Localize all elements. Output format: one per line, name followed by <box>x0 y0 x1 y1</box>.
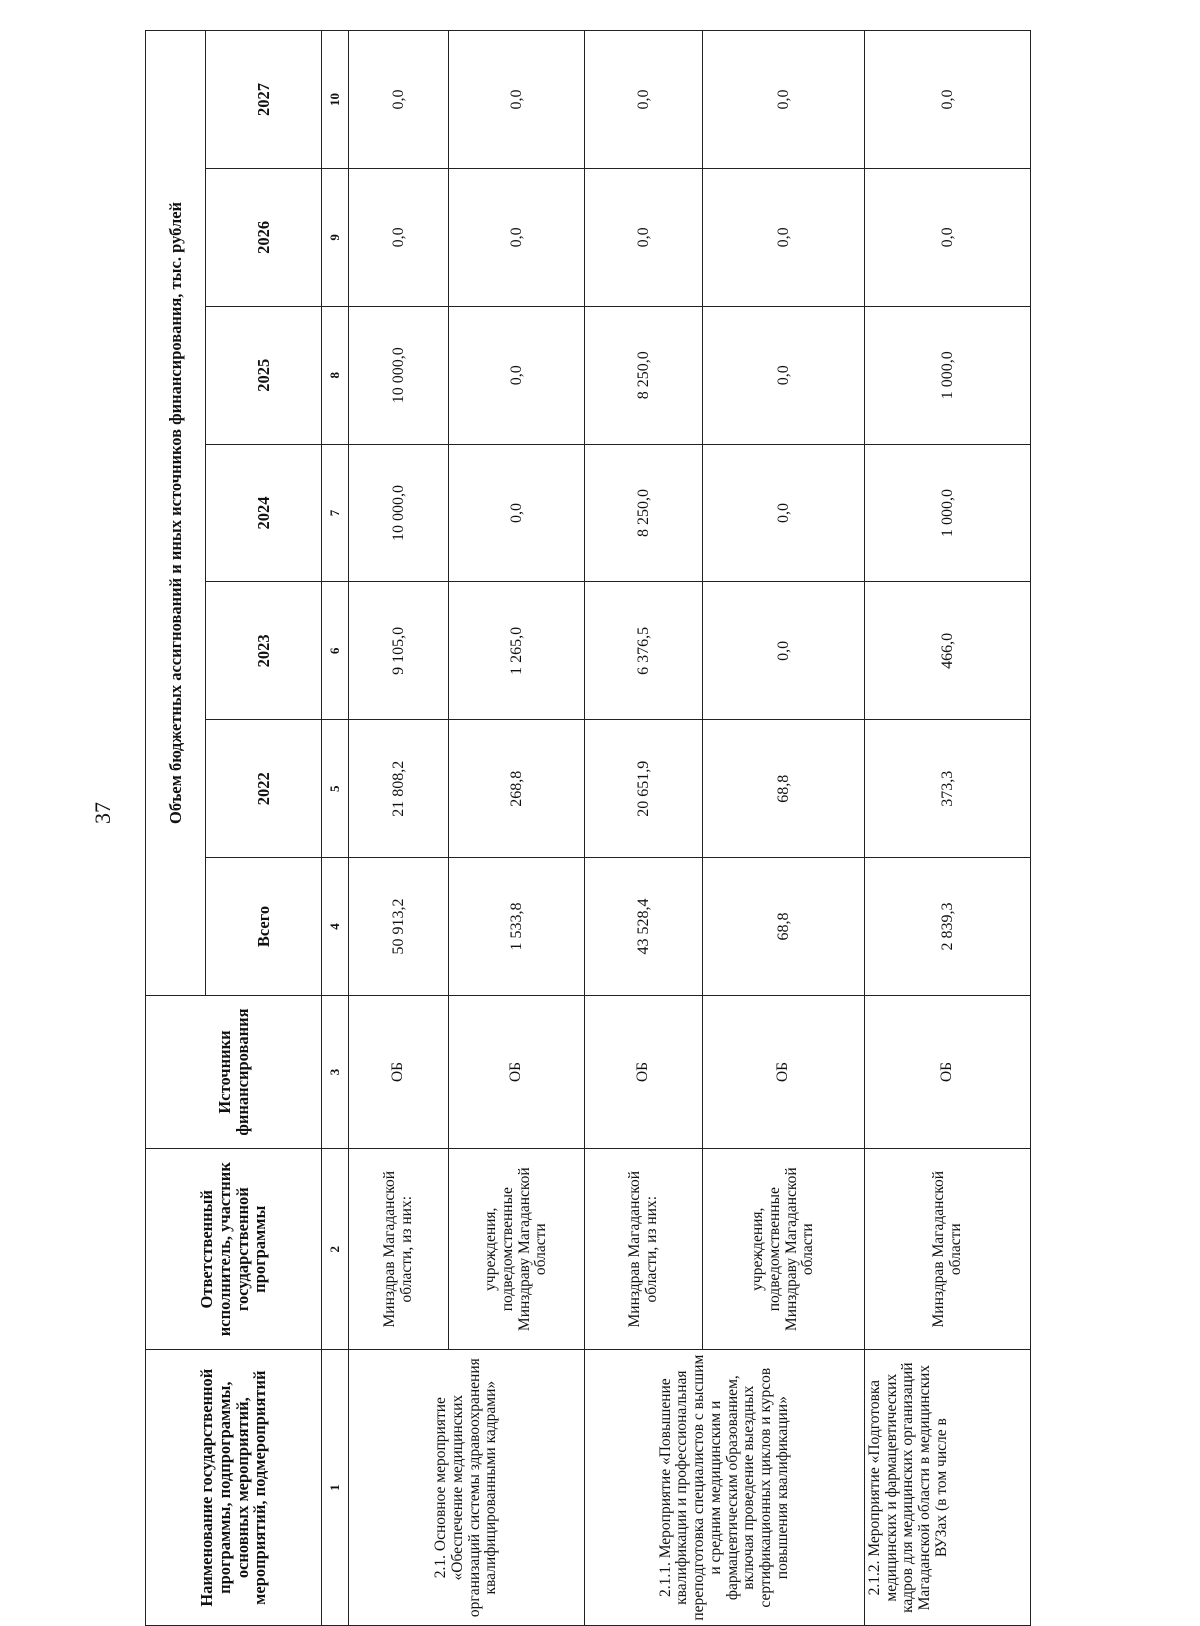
row-value: 0,0 <box>703 444 865 582</box>
row-value: 68,8 <box>703 858 865 996</box>
row-source: ОБ <box>349 995 449 1148</box>
row-value: 0,0 <box>449 306 585 444</box>
row-executor: Минздрав Магаданской области, из них: <box>585 1149 703 1350</box>
row-value: 43 528,4 <box>585 858 703 996</box>
column-number: 2 <box>322 1149 349 1350</box>
row-value: 10 000,0 <box>349 306 449 444</box>
column-number: 5 <box>322 720 349 858</box>
column-number: 7 <box>322 444 349 582</box>
row-value: 50 913,2 <box>349 858 449 996</box>
row-name: 2.1. Основное мероприятие «Обеспечение медицинских организаций системы здравоохранения квалифицированными кадрами» <box>349 1350 585 1626</box>
column-number: 10 <box>322 31 349 169</box>
row-value: 0,0 <box>449 444 585 582</box>
header-row-1 <box>146 31 206 1626</box>
row-value: 0,0 <box>449 168 585 306</box>
row-value: 1 533,8 <box>449 858 585 996</box>
header-year: 2024 <box>206 444 322 582</box>
row-value: 0,0 <box>349 31 449 169</box>
row-value: 20 651,9 <box>585 720 703 858</box>
row-value: 1 000,0 <box>865 306 1031 444</box>
row-executor: учреждения, подведомственные Минздраву Магаданской области <box>449 1149 585 1350</box>
row-value: 466,0 <box>865 582 1031 720</box>
table-row <box>865 31 1031 1626</box>
column-number: 6 <box>322 582 349 720</box>
row-executor: учреждения, подведомственные Минздраву Магаданской области <box>703 1149 865 1350</box>
row-value: 8 250,0 <box>585 444 703 582</box>
row-executor: Минздрав Магаданской области, из них: <box>349 1149 449 1350</box>
header-year: Всего <box>206 858 322 996</box>
row-value: 0,0 <box>585 31 703 169</box>
row-value: 0,0 <box>703 306 865 444</box>
row-value: 0,0 <box>865 168 1031 306</box>
row-source: ОБ <box>585 995 703 1148</box>
row-name: 2.1.1. Мероприятие «Повышение квалификации и профессиональная переподготовка специалистов с высшим и средним медицинским и фармацевтическим образованием, включая проведение выездных сертификационных циклов и курсов повышения квалификации» <box>585 1350 865 1626</box>
financing-table-wrapper <box>145 30 1029 1626</box>
header-source: Источники финансирования <box>146 995 322 1148</box>
column-number: 9 <box>322 168 349 306</box>
header-year: 2023 <box>206 582 322 720</box>
financing-table <box>145 30 1031 1626</box>
row-value: 6 376,5 <box>585 582 703 720</box>
row-value: 0,0 <box>349 168 449 306</box>
page-number: 37 <box>90 802 115 824</box>
row-value: 0,0 <box>585 168 703 306</box>
row-source: ОБ <box>449 995 585 1148</box>
row-value: 0,0 <box>449 31 585 169</box>
header-year: 2022 <box>206 720 322 858</box>
column-number: 3 <box>322 995 349 1148</box>
row-value: 10 000,0 <box>349 444 449 582</box>
row-value: 8 250,0 <box>585 306 703 444</box>
row-value: 1 265,0 <box>449 582 585 720</box>
row-value: 268,8 <box>449 720 585 858</box>
row-value: 2 839,3 <box>865 858 1031 996</box>
row-source: ОБ <box>703 995 865 1148</box>
row-value: 0,0 <box>703 168 865 306</box>
row-value: 1 000,0 <box>865 444 1031 582</box>
row-value: 0,0 <box>703 31 865 169</box>
header-year: 2025 <box>206 306 322 444</box>
header-year: 2026 <box>206 168 322 306</box>
row-value: 21 808,2 <box>349 720 449 858</box>
table-row <box>585 31 703 1626</box>
row-value: 373,3 <box>865 720 1031 858</box>
column-number: 1 <box>322 1350 349 1626</box>
header-name: Наименование государственной программы, подпрограммы, основных мероприятий, мероприятий, подмероприятий <box>146 1350 322 1626</box>
header-executor: Ответственный исполнитель, участник государственной программы <box>146 1149 322 1350</box>
table-row <box>349 31 449 1626</box>
column-number-row <box>322 31 349 1626</box>
header-funding-group: Объем бюджетных ассигнований и иных источников финансирования, тыс. рублей <box>146 31 206 996</box>
row-name: 2.1.2. Мероприятие «Подготовка медицинских и фармацевтических кадров для медицинских организаций Магаданской области в медицинских ВУЗах (в том числе в <box>865 1350 1031 1626</box>
row-value: 9 105,0 <box>349 582 449 720</box>
row-source: ОБ <box>865 995 1031 1148</box>
column-number: 8 <box>322 306 349 444</box>
row-executor: Минздрав Магаданской области <box>865 1149 1031 1350</box>
header-year: 2027 <box>206 31 322 169</box>
row-value: 68,8 <box>703 720 865 858</box>
row-value: 0,0 <box>703 582 865 720</box>
row-value: 0,0 <box>865 31 1031 169</box>
column-number: 4 <box>322 858 349 996</box>
